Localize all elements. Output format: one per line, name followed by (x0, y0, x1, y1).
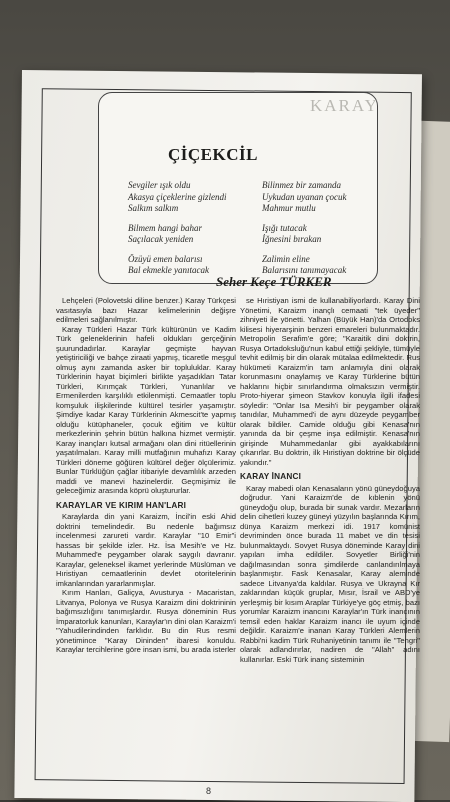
poem-line: İğnesini bırakan (262, 234, 322, 244)
poem-title: ÇİÇEKCİL (168, 145, 258, 164)
article-paragraph: Karaylarda din yani Karaizm, İncil'in eski Ahid doktrini temelindedir. Bu nedenle bağımsız incelenmesi zarureti vardır. Karaylar "10 Emir"i hassas bir şekilde izler. Hz. İsa Mesih'e ve Hz. Muhammed'e peygamber olarak saygılı davranır. Karaylar, geleneksel ikamet yerlerinde Müslüman ve Hıristiyan cemaatlerinin devlet otoritelerinin imkanlarından yararlanmışlar. (56, 512, 236, 588)
poem-line: Akasya çiçeklerine gizlendi (128, 191, 227, 202)
article-paragraph: Karay mabedi olan Kenasaların yönü güneydoğuya doğrudur. Yani Karaizm'de de kıblenin yönü güneydoğu olup, burada bir sunak vardır. Mezarların delin cihetleri kuzey güneyi yüzyılın başlarında Kırım, dünya Karaizm merkezi idi. 1917 komünist devriminden önce burada 11 mabet ve din tesisi bulunmaktaydı. Sovyet Rusya döneminde Karay dini yapıları imha edildiler. Sovyetler Birliği'nin dağılmasından sonra şimdilerde canlandırılmaya başlanmıştır. Fask Kenasalar, Karay aleminde sadece Litvanya'da kaldılar. Rusya ve Ukrayna Kır zaklarından küçük gruplar, Mısır, İsrail ve ABD'ye yerleşmiş bir kısım Araplar Türkiye'ye göç etmiş, bazı yorumlar Karaizm inancını Karaylar'ın Türk inancının temsil eden haklar Karaizm inancı ile uyum içinde değildir. Karaizm'e inanan Karay Türkleri Alemlerin Rabbi'ni kadim Türk Ruhaniyetinin tanımı ile "Tengri" olarak adlandırırlar, nadiren de "Allah" adını kullanırlar. Eski Türk inanç sisteminin (240, 483, 420, 664)
article-paragraph: Lehçeleri (Polovetski diline benzer.) Karay Türkçesi vasıtasıyla bazı Hazar kelimelerinin değişre edilmeleri sağlanılmıştır. (56, 296, 236, 324)
poem-line: Balarısını tanımayacak (262, 265, 347, 275)
article-right-column (240, 296, 420, 664)
page-number: 8 (206, 786, 212, 796)
poem-line: Işığı tutacak (262, 222, 307, 233)
poem-line: Salkım salkım (128, 203, 179, 213)
poem-line: Bilinmez bir zamanda (262, 180, 342, 190)
poem-right-column (262, 180, 380, 277)
section-heading: KARAYLAR VE KIRIM HAN'LARI (56, 500, 187, 510)
poem-line: Bilmem hangi bahar (128, 222, 202, 233)
article-left-column (56, 296, 236, 655)
section-heading: KARAY İNANCI (240, 472, 302, 481)
poem-line: Bal ekmekle yanıtacak (128, 265, 209, 275)
ghost-heading: KARAY (310, 96, 379, 115)
poem-line: Zalimin eline (262, 253, 310, 264)
poem-line: Sevgiler ışık oldu (128, 180, 191, 190)
poem-left-column (128, 180, 248, 277)
poem-line: Saçılacak yeniden (128, 234, 194, 244)
article-paragraph: Karay Türkleri Hazar Türk kültürünün ve Kadim Türk geleneklerinin hafeli oldukları gerçeğinin şuurundadırlar. Karaylar geçmişte hayvan yetiştiriciliği ve bahçe ziraati yapmış, ticaretle meşgul olmuş aynı zamanda asker bir topluluklar. Karay Türklerinin hayat biçimleri birlikte yaşadıkları Tatar Türkleri, Kırımçak Türkleri, Yunanlılar ve Ermenilerden karşılıklı etkilenmişti. Cemaatler toplu komşuluk ilişkilerinde kültürel tesirler yaşamıştır. Şimdiye kadar Karay Türklerinin Akmescit'te yapmış olduğu kütüphaneler, çocuk eğitim ve kültür merkezlerinin şehrin bütün halkına hizmet vermiştir. Karay inançları kutsal armağanı olan dini ritüellerinin yaşatılmaları. Karay milli mutfağının muhafızı Karay Türkleri döneme göğüren kültürel değer ölçülerimiz. Bunlar Türklüğün çağlar itibariyle devamlılık arzeden maddi ve manevi hazinelerdir. Geçmişimiz ile geleceğimiz arasında köprü oluştururlar. (56, 324, 236, 495)
poem-author: Seher Keçe TÜRKER (216, 274, 332, 289)
poem-line: Mahmur mutlu (262, 203, 316, 213)
poem-line: Uykudan uyanan çocuk (262, 191, 347, 202)
article-paragraph: Kırım Hanları, Galiçya, Avusturya - Macaristan, Litvanya, Polonya ve Rusya Karaizm dini doktrininin bağımsızlığını tanımışlardır. Rusya döneminin Rus İmparatorluk kanunları, Karaylar'ın dini olan Karaizm'i "Yahudilerindinden farklıdır. Bu din Rus resmi yönetimince "Karay Dininden" ibaresi konuldu. Karaylar tercihlerine göre insan ismi, bu arada isterler (56, 588, 236, 654)
poem-line: Özüyü emen balarısı (128, 253, 203, 264)
article-paragraph: se Hıristiyan ismi de kullanabiliyorlardı. Karay Dini Yönetimi, Karaizm inançlı cemaati "tek üyeder" zihniyeti ile yönetti. Yalhan (Büyük Han)'da Ortodoks kilisesi hiyerarşinin benzeri emareleri bulunmaktadır. Metropolin Serafim'e göre; "Karaitik dini doktrin, Rusya Ortadoksluğu'nun kabul ettiği şekliyle, tümüyle tevhit edilmiş bir din olarak mütalaa edilmektedir. Rus hükümeti Karaizm'in tam anlamıyla dini olarak korunmasını onaylamış ve Karay Türklerine bütün haklarını hiçbir sınırlandırma olmaksızın vermiştir. Proto-hiyerar şimeon Stavkov konuyla ilgili ifadesi söyledir: "Onlar Isa Mesih'i bir peygamber olarak tanıdılar, Muhammed'i de aynı düzeyde peygamber olarak bildiler. Camide olduğu gibi Kenasa'nın yanında da bir çeşme inşa edilmiştir. Kenasa'nın girişinde Muhammedanlar gibi ayakkabılarını çıkarırlar. Bu doktrin, ilk Hıristiyan doktrine bir ölçüde yakındır." (240, 296, 420, 467)
